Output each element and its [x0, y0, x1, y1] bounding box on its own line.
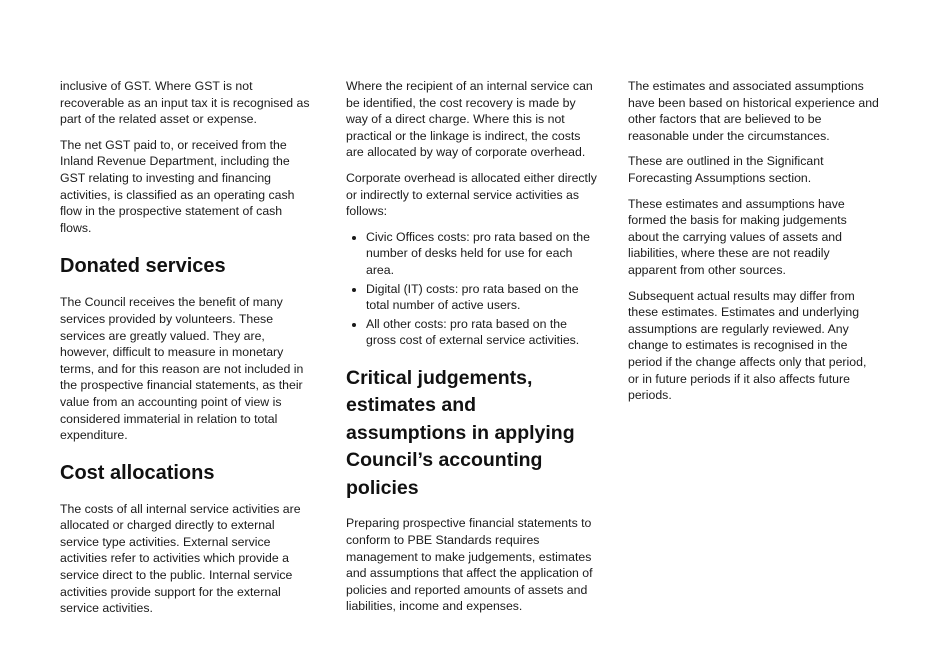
cost-allocations-heading: Cost allocations: [60, 461, 215, 484]
overhead-allocation-list: [346, 229, 598, 349]
judgements-basis-paragraph: These estimates and assumptions have formed the basis for making judgements about the carrying values of assets and liabilities, where these are not readily apparent from other sources.: [628, 196, 847, 277]
net-gst-paragraph: The net GST paid to, or received from the Inland Revenue Department, including the GST relating to investing and financing activities, is classified as an operating cash flow in the prospective statement of cash flows.: [60, 137, 295, 235]
actual-results-paragraph: Subsequent actual results may differ from these estimates. Estimates and underlying assumptions are regularly reviewed. Any change to estimates is recognised in the period if the change affects only that period, or in future periods if it also affects future periods.: [628, 288, 867, 403]
critical-judgements-heading: Critical judgements, estimates and assumptions in applying Council’s accounting policies: [346, 366, 575, 499]
cost-allocations-paragraph: The costs of all internal service activities are allocated or charged directly to external service type activities. External service activities refer to activities which provide a service direct to the public. Internal service activities provide support for the external service activities.: [60, 501, 301, 616]
list-item: • Civic Offices costs: pro rata based on the number of desks held for use for each area.: [366, 229, 598, 279]
gst-recoverable-paragraph: inclusive of GST. Where GST is not recoverable as an input tax it is recognised as part of the related asset or expense.: [60, 79, 310, 127]
estimates-basis-paragraph: The estimates and associated assumptions have been based on historical experience and other factors that are believed to be reasonable under the circumstances.: [628, 79, 879, 143]
corporate-overhead-paragraph: Corporate overhead is allocated either directly or indirectly to external service activities as follows:: [346, 170, 597, 219]
donated-services-heading: Donated services: [60, 255, 226, 278]
list-item: • All other costs: pro rata based on the gross cost of external service activities.: [366, 316, 598, 349]
critical-judgements-paragraph: Preparing prospective financial statements to conform to PBE Standards requires management to make judgements, estimates and assumptions that affect the application of policies and reported amounts of assets and liabilities, income and expenses.: [346, 516, 593, 614]
column-middle: [346, 78, 598, 624]
column-right: [628, 78, 880, 413]
cost-recovery-paragraph: Where the recipient of an internal service can be identified, the cost recovery is made by way of a direct charge. Where this is not practical or the linkage is indirect, the costs are allocated by way of corporate overhead.: [346, 79, 593, 160]
donated-services-paragraph: The Council receives the benefit of many services provided by volunteers. These services are greatly valued. They are, however, difficult to measure in monetary terms, and for this reason are not included in the prospective financial statements, as their value from an accounting point of view is considered immaterial in relation to total expenditure.: [60, 295, 304, 443]
list-item: • Digital (IT) costs: pro rata based on the total number of active users.: [366, 281, 598, 314]
forecasting-assumptions-paragraph: These are outlined in the Significant Forecasting Assumptions section.: [628, 154, 824, 185]
column-left: [60, 78, 312, 626]
